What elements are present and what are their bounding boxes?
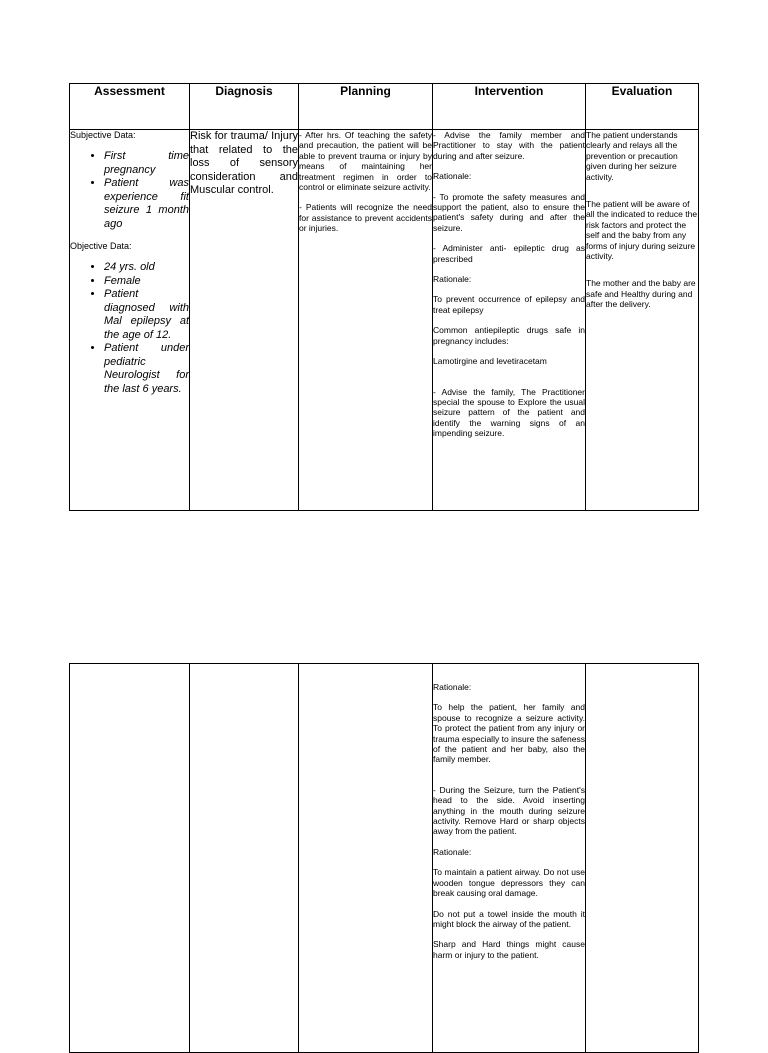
header-evaluation: Evaluation (586, 84, 699, 130)
diagnosis-text: Risk for trauma/ Injury that related to the loss of sensory consideration and Muscular control. (190, 130, 298, 196)
intervention-cell (433, 664, 586, 1053)
evaluation-paragraph: The mother and the baby are safe and Healthy during and after the delivery. (586, 278, 696, 310)
intervention-paragraph: To help the patient, her family and spouse to recognize a seizure activity. To protect the patient from any injury or trauma especially to insure the safeness of the patient and her baby, also the family member. (433, 702, 585, 765)
intervention-paragraph: To maintain a patient airway. Do not use wooden tongue depressors they can break causing oral damage. (433, 867, 585, 899)
planning-goal: - Patients will recognize the need for assistance to prevent accidents or injuries. (299, 202, 432, 234)
intervention-paragraph: - Advise the family member and Practitioner to stay with the patient during and after seizure. (433, 130, 585, 161)
table-row (70, 130, 699, 511)
objective-list (70, 261, 189, 396)
intervention-paragraph: Rationale: (433, 171, 472, 182)
header-assessment: Assessment (70, 84, 190, 130)
evaluation-paragraph: The patient will be aware of all the indicated to reduce the risk factors and protect the self and the baby from any forms of injury during seizure activity. (586, 199, 698, 262)
list-item: • Patient diagnosed with Mal epilepsy at the age of 12. (104, 288, 189, 342)
list-item: • Patient was experience fit seizure 1 month ago (104, 177, 189, 231)
care-plan-table-page-2 (69, 663, 699, 1053)
intervention-paragraph: Rationale: (433, 274, 472, 285)
intervention-paragraph: Sharp and Hard things might cause harm or injury to the patient. (433, 939, 585, 960)
intervention-paragraph: To prevent occurrence of epilepsy and treat epilepsy (433, 294, 585, 315)
diagnosis-cell (190, 130, 299, 511)
spacer (433, 377, 585, 387)
planning-cell-empty (299, 664, 433, 1053)
assessment-cell-empty (70, 664, 190, 1053)
header-row (70, 84, 699, 130)
intervention-paragraph: - Administer anti- epileptic drug as prescribed (433, 243, 585, 264)
intervention-cell (433, 130, 586, 511)
planning-goal: - After hrs. Of teaching the safety and precaution, the patient will be able to prevent trauma or injury by means of maintaining her treatment regimen in order to control or eliminate seizure activity. (299, 130, 432, 193)
evaluation-paragraph: The patient understands clearly and relays all the prevention or precaution given during her seizure activity. (586, 130, 678, 182)
intervention-paragraph: - To promote the safety measures and support the patient, also to ensure the patient's safety during and after the seizure. (433, 191, 585, 233)
subjective-list (70, 150, 189, 231)
objective-label: Objective Data: (70, 241, 132, 251)
intervention-paragraph: Rationale: (433, 682, 472, 692)
list-item: • Female (104, 275, 189, 289)
intervention-paragraph: Lamotirgine and levetiracetam (433, 356, 547, 367)
assessment-cell (70, 130, 190, 511)
intervention-paragraph: - Advise the family, The Practitioner special the spouse to Explore the usual seizure pattern of the patient and identify the warning signs of an impending seizure. (433, 386, 585, 439)
diagnosis-cell-empty (190, 664, 299, 1053)
header-diagnosis: Diagnosis (190, 84, 299, 130)
intervention-paragraph: Rationale: (433, 846, 472, 857)
planning-cell (299, 130, 433, 511)
list-item: • First time pregnancy (104, 150, 189, 177)
evaluation-cell-empty (586, 664, 699, 1053)
spacer (433, 775, 585, 785)
evaluation-cell (586, 130, 699, 511)
intervention-paragraph: - During the Seizure, turn the Patient's head to the side. Avoid inserting anything in the mouth during seizure activity. Remove Hard or sharp objects away from the patient. (433, 784, 585, 837)
table-row (70, 664, 699, 1053)
intervention-paragraph: Do not put a towel inside the mouth it might block the airway of the patient. (433, 908, 585, 929)
subjective-label: Subjective Data: (70, 130, 136, 140)
list-item: • Patient under pediatric Neurologist for the last 6 years. (104, 342, 189, 396)
list-item: • 24 yrs. old (104, 261, 189, 275)
care-plan-table-page-1 (69, 83, 699, 511)
header-planning: Planning (299, 84, 433, 130)
header-intervention: Intervention (433, 84, 586, 130)
intervention-paragraph: Common antiepileptic drugs safe in pregnancy includes: (433, 325, 585, 346)
